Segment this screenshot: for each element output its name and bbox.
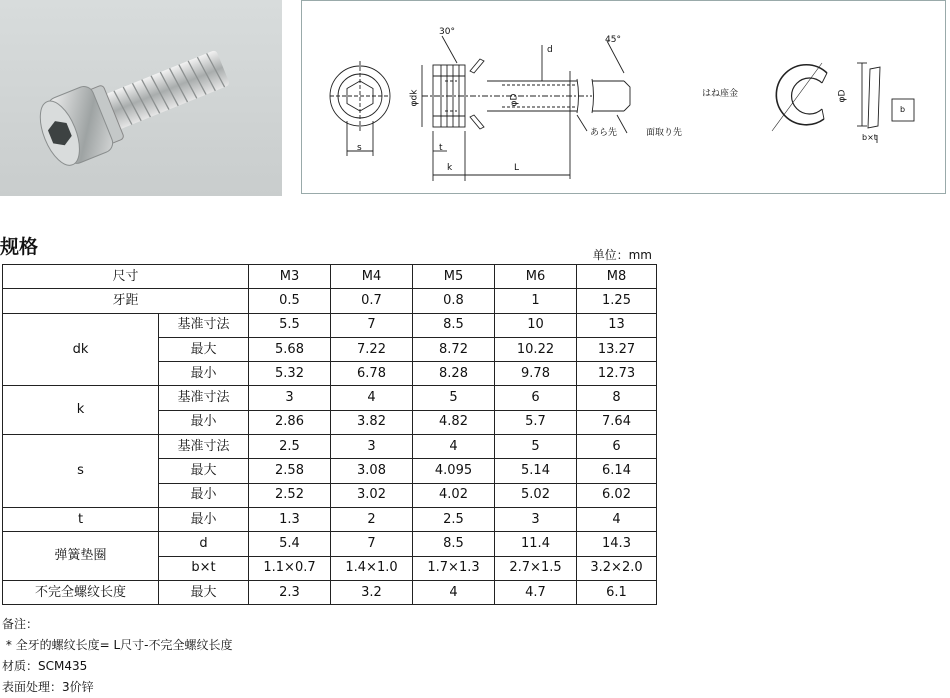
header-size: M8 <box>577 265 657 289</box>
sub-label: 最小 <box>159 483 249 507</box>
group-label: 不完全螺纹长度 <box>3 580 159 604</box>
table-cell: 8.5 <box>413 313 495 337</box>
chamfer-end-label: 面取り先 <box>646 128 683 138</box>
table-cell: 2.58 <box>249 459 331 483</box>
sub-label: 基准寸法 <box>159 313 249 337</box>
table-cell: 8.28 <box>413 362 495 386</box>
table-cell: 9.78 <box>495 362 577 386</box>
table-cell: 0.8 <box>413 289 495 313</box>
table-cell: 4 <box>331 386 413 410</box>
table-cell: 3.82 <box>331 410 413 434</box>
table-cell: 7 <box>331 313 413 337</box>
table-header-row <box>3 265 657 289</box>
section-title: 规格 <box>0 236 39 258</box>
group-label: 弹簧垫圈 <box>3 532 159 581</box>
spec-table <box>2 264 657 605</box>
table-cell: 7.22 <box>331 337 413 361</box>
washer-bt-label: b×t <box>862 133 877 142</box>
table-cell: 10.22 <box>495 337 577 361</box>
table-row <box>3 386 657 410</box>
table-cell: 3.2×2.0 <box>577 556 657 580</box>
table-cell: 3.02 <box>331 483 413 507</box>
table-cell: 2 <box>331 507 413 531</box>
table-cell: 4.7 <box>495 580 577 604</box>
dim-phi-d-label: φD <box>509 93 520 107</box>
table-cell: 3 <box>331 435 413 459</box>
table-row <box>3 313 657 337</box>
table-cell: 4.095 <box>413 459 495 483</box>
sub-label: 基准寸法 <box>159 435 249 459</box>
table-row <box>3 532 657 556</box>
header-size: M6 <box>495 265 577 289</box>
dim-s-label: s <box>357 143 362 153</box>
table-cell: 2.86 <box>249 410 331 434</box>
dim-l-label: L <box>514 163 520 173</box>
table-cell: 1.7×1.3 <box>413 556 495 580</box>
table-cell: 6 <box>577 435 657 459</box>
pitch-label: 牙距 <box>3 289 249 313</box>
table-cell: 2.3 <box>249 580 331 604</box>
group-label: dk <box>3 313 159 386</box>
sub-label: 最小 <box>159 362 249 386</box>
table-cell: 8.72 <box>413 337 495 361</box>
table-row <box>3 507 657 531</box>
table-cell: 3 <box>495 507 577 531</box>
table-cell: 0.7 <box>331 289 413 313</box>
table-cell: 3.2 <box>331 580 413 604</box>
table-cell: 1.4×1.0 <box>331 556 413 580</box>
dim-d-label: d <box>547 45 553 55</box>
table-cell: 13.27 <box>577 337 657 361</box>
material-line: 材质：SCM435 <box>2 659 88 673</box>
table-cell: 5 <box>495 435 577 459</box>
table-cell: 8 <box>577 386 657 410</box>
washer-b-label: b <box>900 105 906 114</box>
table-row <box>3 289 657 313</box>
table-cell: 1 <box>495 289 577 313</box>
table-cell: 5.14 <box>495 459 577 483</box>
notes-heading: 备注： <box>2 617 39 631</box>
table-cell: 5.7 <box>495 410 577 434</box>
group-label: t <box>3 507 159 531</box>
table-cell: 2.5 <box>249 435 331 459</box>
sub-label: 最小 <box>159 507 249 531</box>
table-row <box>3 580 657 604</box>
note-line: * 全牙的螺纹长度= L尺寸-不完全螺纹长度 <box>2 638 233 652</box>
dim-phi-dk-label: φdk <box>409 89 420 107</box>
header-dimension-label: 尺寸 <box>3 265 249 289</box>
table-cell: 3 <box>249 386 331 410</box>
table-cell: 6.02 <box>577 483 657 507</box>
table-cell: 4 <box>577 507 657 531</box>
unit-note: 单位：mm <box>592 248 652 262</box>
dim-k-label: k <box>447 163 453 173</box>
notes <box>2 614 233 698</box>
rough-end-label: あら先 <box>590 128 618 138</box>
spring-washer-label: はね座金 <box>702 89 739 99</box>
table-cell: 5 <box>413 386 495 410</box>
angle-30-label: 30° <box>439 27 455 37</box>
washer-phi-d-label: φD <box>837 89 848 103</box>
table-cell: 5.68 <box>249 337 331 361</box>
sub-label: d <box>159 532 249 556</box>
sub-label: b×t <box>159 556 249 580</box>
table-cell: 7 <box>331 532 413 556</box>
header-size: M5 <box>413 265 495 289</box>
group-label: s <box>3 435 159 508</box>
table-cell: 3.08 <box>331 459 413 483</box>
table-cell: 1.25 <box>577 289 657 313</box>
table-cell: 4.82 <box>413 410 495 434</box>
dim-t-label: t <box>439 143 443 153</box>
table-cell: 4 <box>413 580 495 604</box>
table-cell: 7.64 <box>577 410 657 434</box>
table-cell: 2.52 <box>249 483 331 507</box>
header-size: M4 <box>331 265 413 289</box>
table-cell: 10 <box>495 313 577 337</box>
table-cell: 4.02 <box>413 483 495 507</box>
table-cell: 5.5 <box>249 313 331 337</box>
surface-treatment-line: 表面处理：3价锌 <box>2 680 94 694</box>
table-cell: 14.3 <box>577 532 657 556</box>
technical-drawing <box>301 0 946 194</box>
table-cell: 5.32 <box>249 362 331 386</box>
table-cell: 8.5 <box>413 532 495 556</box>
sub-label: 最大 <box>159 459 249 483</box>
table-cell: 0.5 <box>249 289 331 313</box>
socket-cap-screw-image <box>0 0 282 196</box>
table-cell: 2.7×1.5 <box>495 556 577 580</box>
group-label: k <box>3 386 159 435</box>
sub-label: 最大 <box>159 580 249 604</box>
angle-45-label: 45° <box>605 35 621 45</box>
table-cell: 5.4 <box>249 532 331 556</box>
table-cell: 6.1 <box>577 580 657 604</box>
header-size: M3 <box>249 265 331 289</box>
table-cell: 13 <box>577 313 657 337</box>
dimension-drawing-svg <box>302 1 947 195</box>
table-cell: 5.02 <box>495 483 577 507</box>
table-cell: 1.1×0.7 <box>249 556 331 580</box>
table-cell: 12.73 <box>577 362 657 386</box>
table-cell: 1.3 <box>249 507 331 531</box>
sub-label: 最小 <box>159 410 249 434</box>
product-photo <box>0 0 282 196</box>
table-cell: 6.78 <box>331 362 413 386</box>
table-row <box>3 435 657 459</box>
table-cell: 4 <box>413 435 495 459</box>
sub-label: 最大 <box>159 337 249 361</box>
table-cell: 6 <box>495 386 577 410</box>
table-cell: 2.5 <box>413 507 495 531</box>
table-cell: 11.4 <box>495 532 577 556</box>
sub-label: 基准寸法 <box>159 386 249 410</box>
table-cell: 6.14 <box>577 459 657 483</box>
